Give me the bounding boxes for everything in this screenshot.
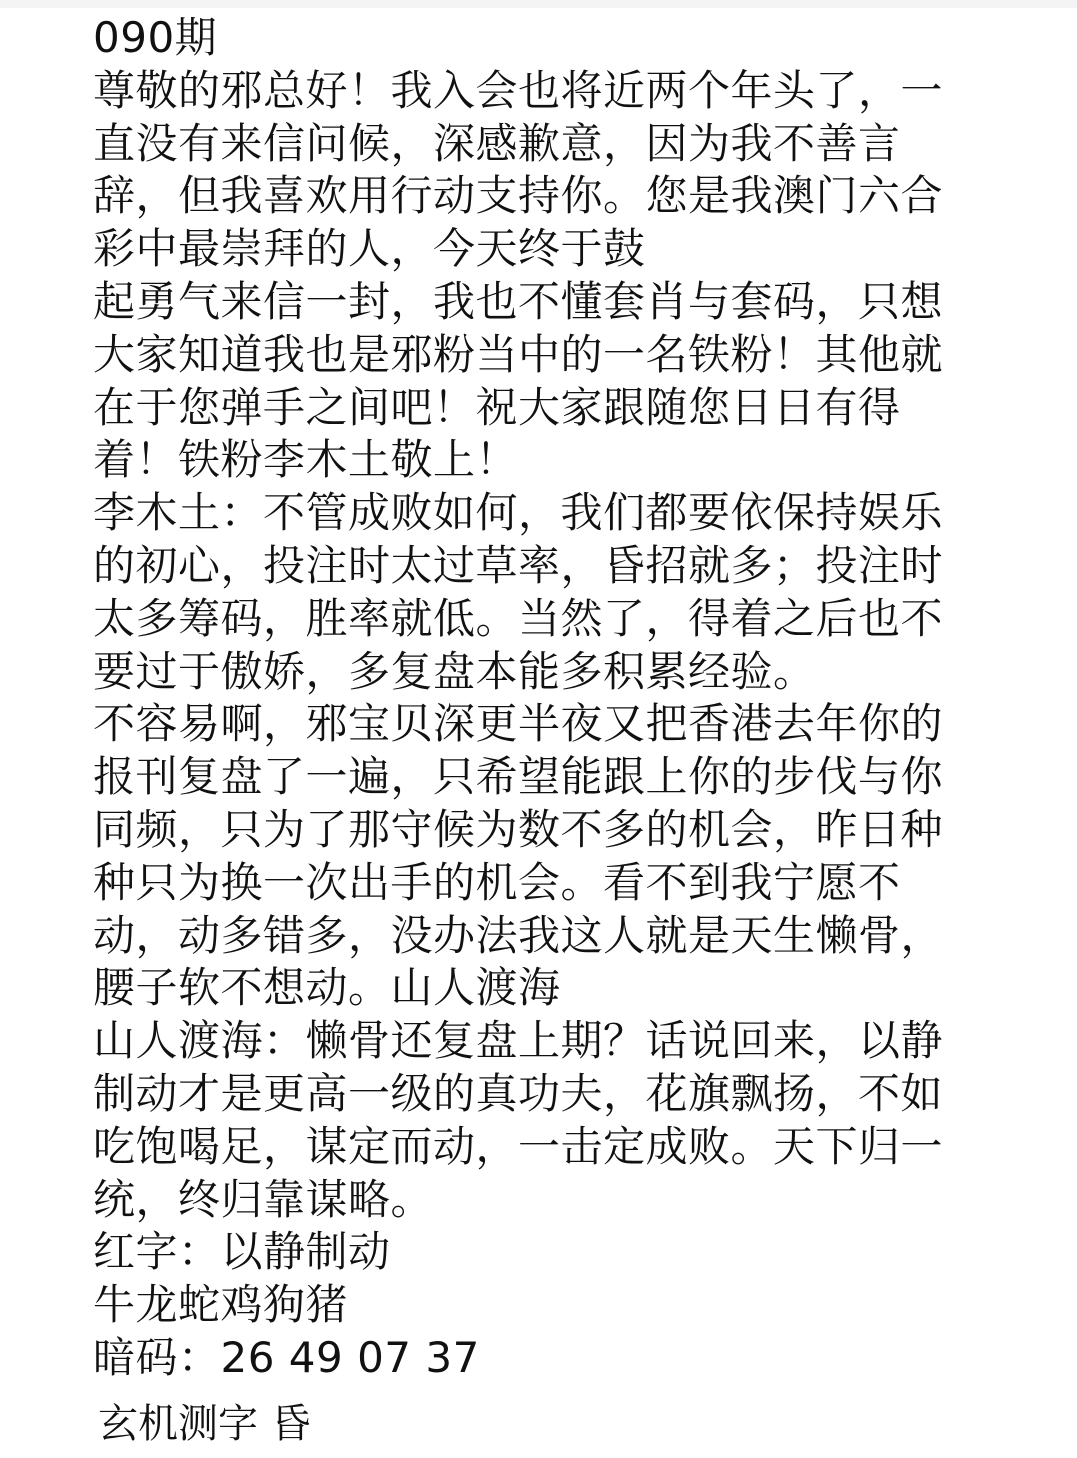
text-line: 统，终归靠谋略。 [93, 1174, 434, 1224]
text-line: 种只为换一次出手的机会。看不到我宁愿不 [93, 857, 901, 907]
text-line: 要过于傲娇，多复盘本能多积累经验。 [93, 646, 816, 696]
document-body [93, 12, 1073, 1385]
text-line: 彩中最崇拜的人，今天终于鼓 [93, 224, 646, 274]
text-line: 牛龙蛇鸡狗猪 [93, 1280, 349, 1330]
text-line: 在于您弹手之间吧！祝大家跟随您日日有得 [93, 382, 901, 432]
text-line: 大家知道我也是邪粉当中的一名铁粉！其他就 [93, 329, 944, 379]
text-line: 辞，但我喜欢用行动支持你。您是我澳门六合 [93, 171, 944, 221]
text-line: 太多筹码，胜率就低。当然了，得着之后也不 [93, 593, 944, 643]
issue-title: 090期 [93, 13, 218, 62]
text-line: 尊敬的邪总好！我入会也将近两个年头了，一 [93, 65, 944, 115]
text-line: 暗码：26 49 07 37 [93, 1332, 480, 1382]
text-line: 直没有来信问候，深感歉意，因为我不善言 [93, 118, 901, 168]
text-line: 起勇气来信一封，我也不懂套肖与套码，只想 [93, 276, 944, 326]
text-line: 吃饱喝足，谋定而动，一击定成败。天下归一 [93, 1121, 944, 1171]
text-line: 李木土：不管成败如何，我们都要依保持娱乐 [93, 488, 944, 538]
top-edge [0, 0, 1077, 8]
text-line: 山人渡海：懒骨还复盘上期？话说回来，以静 [93, 1016, 944, 1066]
footer-riddle: 玄机测字 昏 [98, 1401, 311, 1447]
text-line: 动，动多错多，没办法我这人就是天生懒骨， [93, 910, 944, 960]
text-line: 红字：以静制动 [93, 1227, 391, 1277]
text-line: 不容易啊，邪宝贝深更半夜又把香港去年你的 [93, 699, 944, 749]
text-line: 制动才是更高一级的真功夫，花旗飘扬，不如 [93, 1068, 944, 1118]
text-line: 腰子软不想动。山人渡海 [93, 963, 561, 1013]
text-line: 同频，只为了那守候为数不多的机会，昨日种 [93, 804, 944, 854]
text-line: 的初心，投注时太过草率，昏招就多；投注时 [93, 540, 944, 590]
text-line: 报刊复盘了一遍，只希望能跟上你的步伐与你 [93, 752, 944, 802]
text-line: 着！铁粉李木土敬上！ [93, 435, 519, 485]
